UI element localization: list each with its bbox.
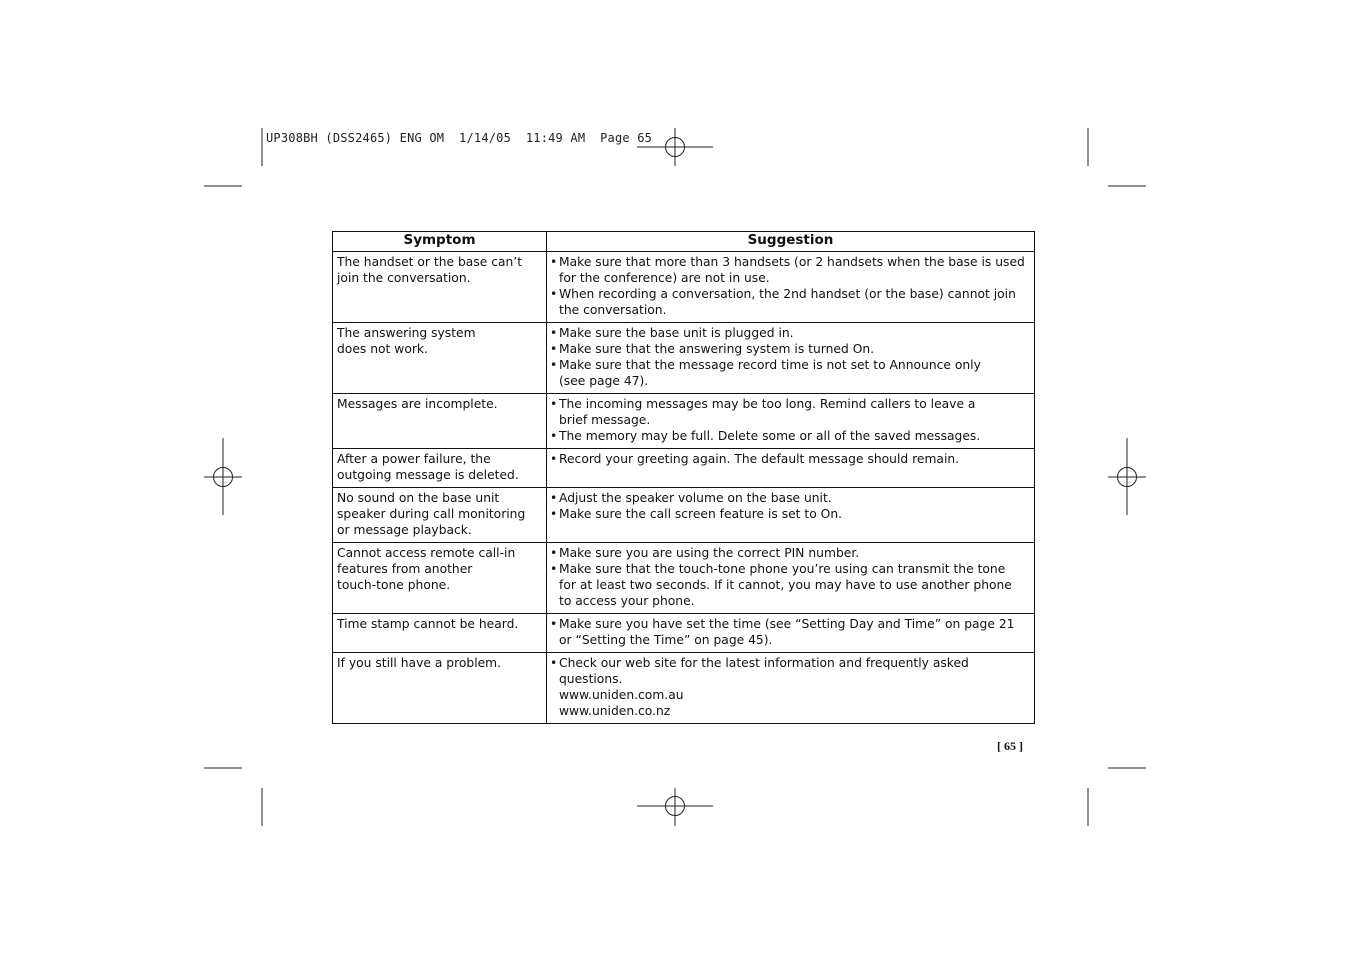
bullet-icon: • [550, 546, 558, 560]
symptom-cell: Cannot access remote call-in features from another touch-tone phone. [333, 543, 547, 614]
table-row [333, 394, 1035, 449]
bullet-icon: • [550, 326, 558, 340]
table-row [333, 543, 1035, 614]
print-slug: UP308BH (DSS2465) ENG OM 1/14/05 11:49 AM Page 65 [266, 131, 653, 145]
table-row [333, 653, 1035, 724]
suggestion-cell [547, 653, 1035, 724]
bullet-icon: • [550, 397, 558, 411]
suggestion-text: Make sure that the message record time is not set to Announce only (see page 47). [559, 358, 981, 388]
table-row [333, 252, 1035, 323]
symptom-cell: Time stamp cannot be heard. [333, 614, 547, 653]
column-header-symptom: Symptom [333, 232, 547, 252]
column-header-suggestion: Suggestion [547, 232, 1035, 252]
suggestion-text: The memory may be full. Delete some or all of the saved messages. [559, 429, 981, 443]
table-row [333, 488, 1035, 543]
suggestion-item [550, 545, 1030, 561]
bullet-icon: • [550, 342, 558, 356]
registration-mark-right [1108, 438, 1146, 515]
symptom-cell: Messages are incomplete. [333, 394, 547, 449]
suggestion-text: Check our web site for the latest information and frequently asked questions. www.uniden.com.au www.uniden.co.nz [559, 656, 969, 718]
suggestion-cell [547, 543, 1035, 614]
bullet-icon: • [550, 617, 558, 631]
table-row [333, 449, 1035, 488]
bullet-icon: • [550, 507, 558, 521]
suggestion-item [550, 254, 1030, 286]
suggestion-item [550, 396, 1030, 428]
suggestion-item [550, 286, 1030, 318]
page-number: [ 65 ] [997, 739, 1023, 753]
bullet-icon: • [550, 429, 558, 443]
registration-mark-top [637, 128, 713, 166]
suggestion-item [550, 357, 1030, 389]
suggestion-cell [547, 394, 1035, 449]
suggestion-cell [547, 614, 1035, 653]
suggestion-item [550, 506, 1030, 522]
suggestion-item [550, 451, 1030, 467]
suggestion-text: Make sure you have set the time (see “Setting Day and Time” on page 21 or “Setting the Time” on page 45). [559, 617, 1015, 647]
table-header-row [333, 232, 1035, 252]
suggestion-text: Make sure you are using the correct PIN number. [559, 546, 860, 560]
suggestion-item [550, 490, 1030, 506]
suggestion-text: Make sure that the touch-tone phone you’re using can transmit the tone for at least two seconds. If it cannot, you may have to use another phone to access your phone. [559, 562, 1012, 608]
symptom-cell: After a power failure, the outgoing message is deleted. [333, 449, 547, 488]
table-body [333, 252, 1035, 724]
suggestion-cell [547, 323, 1035, 394]
bullet-icon: • [550, 562, 558, 576]
bullet-icon: • [550, 358, 558, 372]
bullet-icon: • [550, 656, 558, 670]
bullet-icon: • [550, 452, 558, 466]
symptom-cell: If you still have a problem. [333, 653, 547, 724]
suggestion-text: Record your greeting again. The default message should remain. [559, 452, 960, 466]
suggestion-text: Adjust the speaker volume on the base unit. [559, 491, 832, 505]
symptom-cell: No sound on the base unit speaker during call monitoring or message playback. [333, 488, 547, 543]
suggestion-item [550, 428, 1030, 444]
bullet-icon: • [550, 287, 558, 301]
registration-mark-bottom [637, 788, 713, 826]
symptom-cell: The answering system does not work. [333, 323, 547, 394]
suggestion-item [550, 341, 1030, 357]
suggestion-text: Make sure the base unit is plugged in. [559, 326, 794, 340]
suggestion-text: Make sure that the answering system is turned On. [559, 342, 875, 356]
suggestion-item [550, 616, 1030, 648]
suggestion-cell [547, 252, 1035, 323]
suggestion-item [550, 655, 1030, 719]
suggestion-text: The incoming messages may be too long. Remind callers to leave a brief message. [559, 397, 976, 427]
bullet-icon: • [550, 255, 558, 269]
symptom-cell: The handset or the base can’t join the conversation. [333, 252, 547, 323]
suggestion-text: Make sure the call screen feature is set to On. [559, 507, 843, 521]
suggestion-text: Make sure that more than 3 handsets (or 2 handsets when the base is used for the conference) are not in use. [559, 255, 1025, 285]
suggestion-cell [547, 449, 1035, 488]
table-row [333, 323, 1035, 394]
suggestion-item [550, 561, 1030, 609]
table-row [333, 614, 1035, 653]
troubleshooting-table [332, 231, 1035, 724]
suggestion-text: When recording a conversation, the 2nd handset (or the base) cannot join the conversation. [559, 287, 1016, 317]
suggestion-cell [547, 488, 1035, 543]
bullet-icon: • [550, 491, 558, 505]
suggestion-item [550, 325, 1030, 341]
registration-mark-left [204, 438, 242, 515]
